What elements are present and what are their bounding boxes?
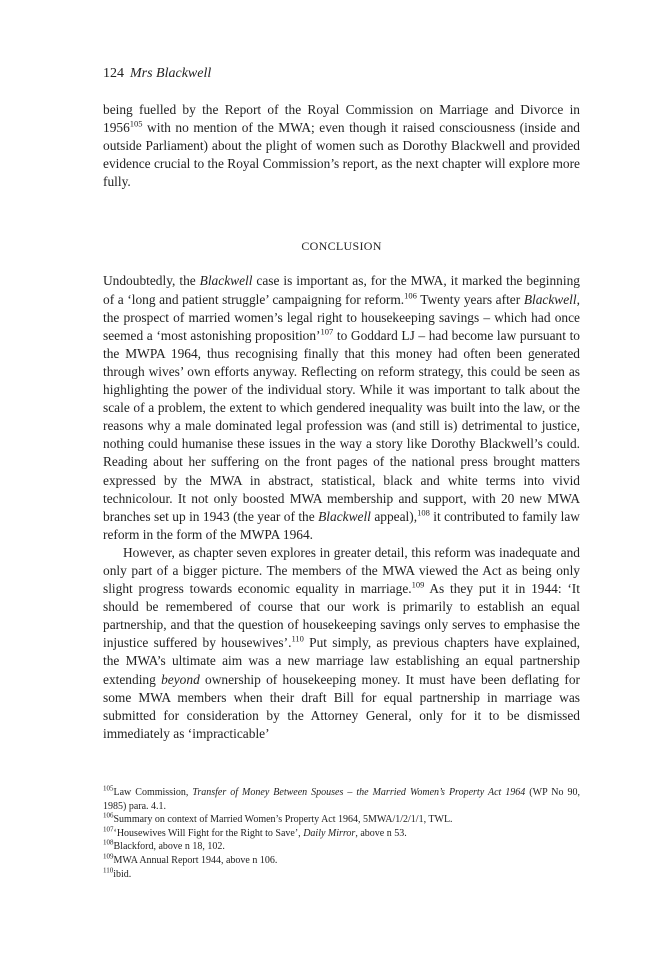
footnote-109: $^{109}$MWA Annual Report 1944, above n 106. — [103, 852, 278, 866]
running-title: Mrs Blackwell — [130, 66, 212, 81]
intro-paragraph: being fuelled by the Report of the Royal Commission on Marriage and Divorce in 1956$^{105}$ with no mention of the MWA; even though it raised consciousness (inside and outside Parliament) about the plight of women such as Dorothy Blackwell and provided evidence crucial to the Royal Commission’s report, as the next chapter will explore more fully. — [103, 102, 580, 190]
footnote-ref: 106 — [404, 290, 417, 301]
section-heading: CONCLUSION — [301, 239, 382, 254]
conclusion-paragraph-1: Undoubtedly, the Blackwell case is important as, for the MWA, it marked the beginning of a ‘long and patient struggle’ campaigning for reform.$^{106}$ Twenty years after Blackwell, the prospect of married women’s legal right to housekeeping savings – which had once seemed a ‘most astonishing proposition’$^{107}$ to Goddard LJ – had become law pursuant to the MWPA 1964, thus recognising finally that this money had often been generated through wives’ own efforts anyway. Reflecting on reform strategy, this could be seen as highlighting the power of the individual story. While it was important to talk about the scale of a problem, the extent to which gendered inequality was built into the law, or the reasons why a male dominated legal profession was (and still is) detrimental to justice, nothing could humanise these issues in the way a story like Dorothy Blackwell’s could. Reading about her suffering on the front pages of the national press brought matters expressed by the MWA in abstract, statistical, black and white terms into vivid technicolour. It not only boosted MWA membership and support, with 20 new MWA branches set up in 1943 (the year of the Blackwell appeal),$^{108}$ it contributed to family law reform in the form of the MWPA 1964. — [103, 273, 580, 542]
footnote-ref: 110 — [291, 633, 304, 644]
running-head — [103, 64, 580, 84]
footnote-105: $^{105}$Law Commission, Transfer of Money Between Spouses – the Married Women’s Property Act 1964 (WP No 90, 1985) para. 4.1. — [103, 784, 580, 812]
footnote-108: $^{108}$Blackford, above n 18, 102. — [103, 839, 225, 853]
footnote-ref: 107 — [320, 326, 334, 337]
book-page — [103, 64, 580, 743]
footnote-107: $^{107}$‘Housewives Will Fight for the Right to Save’, Daily Mirror, above n 53. — [103, 825, 407, 839]
conclusion-paragraph-2: However, as chapter seven explores in greater detail, this reform was inadequate and only part of a bigger picture. The members of the MWA viewed the Act as being only slight progress towards economic equality in marriage.$^{109}$ As they put it in 1944: ‘It should be remembered of course that our work is primarily to establish an equal partnership, and that the question of housekeeping savings only serves to emphasise the injustice suffered by housewives’.$^{110}$ Put simply, as previous chapters have explained, the MWA’s ultimate aim was a new marriage law establishing an equal partnership extending beyond ownership of housekeeping money. It must have been deflating for some MWA members when their draft Bill for equal partnership in marriage was submitted for consideration by the Attorney General, only for it to be dismissed immediately as ‘impracticable’ — [103, 544, 581, 741]
footnotes — [103, 786, 580, 881]
footnote-ref: 108 — [417, 507, 430, 518]
footnote-110: $^{110}$ibid. — [103, 866, 132, 880]
page-number: 124 — [103, 66, 124, 81]
footnote-ref: 105 — [129, 118, 143, 129]
footnote-106: $^{106}$Summary on context of Married Women’s Property Act 1964, 5MWA/1/2/1/1, TWL. — [103, 811, 453, 826]
footnote-ref: 109 — [411, 579, 425, 590]
